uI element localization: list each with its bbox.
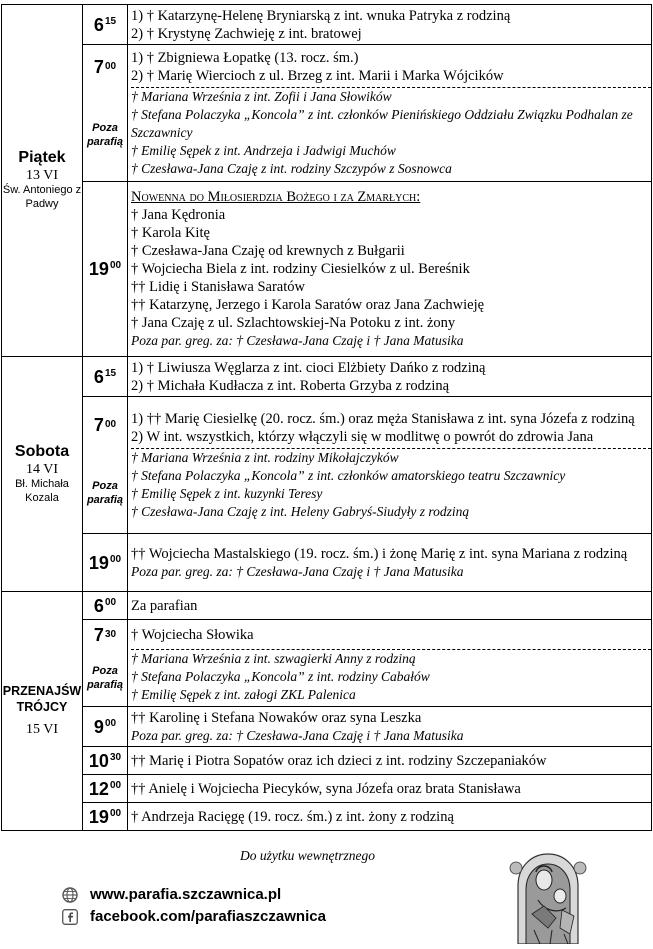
intention-line: †† Katarzynę, Jerzego i Karola Saratów oraz Jana Zachwieję (131, 297, 485, 313)
day-name: Piątek (18, 149, 66, 167)
intention-line: † Czesława-Jana Czaję od krewnych z Bułgarii (131, 243, 405, 259)
intention-line: 1) † Katarzynę-Helenę Bryniarską z int. wnuka Patryka z rodziną (131, 7, 511, 24)
poza-line: Poza par. greg. za: † Czesława-Jana Czaję i † Jana Matusika (131, 563, 464, 579)
intention-line: 1) † Liwiusza Węglarza z int. cioci Elżbiety Dańko z rodziną (131, 359, 486, 376)
mass-intentions (128, 397, 652, 534)
day-date: 13 VI (25, 168, 59, 184)
intention-line: † Andrzeja Racięgę (19. rocz. śm.) z int. żony z rodziną (131, 808, 454, 825)
day-patron: Bł. Michała Kozala (15, 477, 69, 504)
mass-time: $9^{00}$ (83, 707, 128, 747)
mass-intentions (128, 707, 652, 747)
mass-time: $19^{00}$ (83, 182, 128, 357)
mass-intentions (128, 803, 652, 831)
day-cell-friday (2, 5, 83, 357)
facebook-link[interactable] (62, 908, 326, 925)
website-url: www.parafia.szczawnica.pl (90, 886, 282, 903)
globe-icon (62, 887, 78, 903)
poza-line: † Stefana Polaczyka „Koncola” z int. członków Pienińskiego Oddziału Związku Podhalan ze Szczawnicy (131, 106, 633, 140)
poza-parafia-label: Poza parafią (86, 479, 124, 506)
poza-line: † Mariana Września z int. rodziny Mikołajczyków (131, 449, 399, 465)
poza-line: † Czesława-Jana Czaję z int. rodziny Szczypów z Sosnowca (131, 160, 452, 176)
poza-line: † Mariana Września z int. Zofii i Jana Słowików (131, 88, 392, 104)
facebook-icon (62, 909, 78, 925)
mass-time: $6^{15}$ (83, 357, 128, 397)
mass-intentions (128, 747, 652, 775)
mass-intentions (128, 357, 652, 397)
mass-intentions (128, 775, 652, 803)
poza-line: † Czesława-Jana Czaję z int. Heleny Gabryś-Siudyły z rodziną (131, 503, 470, 519)
intention-line: †† Karolinę i Stefana Nowaków oraz syna Leszka (131, 709, 422, 726)
poza-line: † Stefana Polaczyka „Koncola” z int. członków amatorskiego teatru Szczawnicy (131, 467, 566, 483)
mass-intentions (128, 182, 652, 357)
intention-line: †† Anielę i Wojciecha Piecyków, syna Józefa oraz brata Stanisława (131, 780, 521, 797)
intention-line: 2) † Marię Wiercioch z ul. Brzeg z int. Marii i Marka Wójcików (131, 67, 504, 84)
day-date: 15 VI (25, 721, 59, 737)
intention-line: † Karola Kitę (131, 225, 210, 241)
poza-line: † Emilię Sępek z int. Andrzeja i Jadwigi Muchów (131, 142, 396, 158)
novena-heading: Nowenna do Miłosierdzia Bożego i za Zmarłych: (131, 189, 421, 205)
mass-intentions (128, 534, 652, 592)
mass-time: $6^{15}$ (83, 5, 128, 45)
mass-intentions (128, 592, 652, 620)
intention-line: †† Marię i Piotra Sopatów oraz ich dzieci z int. rodziny Szczepaniaków (131, 752, 547, 769)
poza-parafia-label: Poza parafią (86, 664, 124, 691)
mass-schedule (1, 4, 652, 831)
poza-line: Poza par. greg. za: † Czesława-Jana Czaję i † Jana Matusika (131, 333, 464, 348)
mass-time: $10^{30}$ (83, 747, 128, 775)
mass-time: 7 00 Poza parafią (83, 45, 128, 182)
mass-time: 7 30 Poza parafią (83, 620, 128, 707)
mass-time: $6^{00}$ (83, 592, 128, 620)
mass-time: 7 00 Poza parafią (83, 397, 128, 534)
intention-line: † Jana Czaję z ul. Szlachtowskiej-Na Potoku z int. żony (131, 315, 456, 331)
mass-intentions (128, 620, 652, 707)
day-name: Sobota (14, 442, 70, 460)
intention-line: 1) † Zbigniewa Łopatkę (13. rocz. śm.) (131, 49, 359, 66)
poza-line: † Mariana Września z int. szwagierki Anny z rodziną (131, 650, 416, 666)
poza-line: † Emilię Sępek z int. załogi ZKL Palenica (131, 686, 356, 702)
poza-parafia-list (131, 649, 651, 704)
intention-line: Za parafian (131, 597, 198, 614)
day-patron: Św. Antoniego z Padwy (2, 184, 82, 210)
day-name: PRZENAJŚW TRÓJCY (2, 684, 82, 714)
day-cell-saturday (2, 357, 83, 592)
intention-line: 2) † Michała Kudłacza z int. Roberta Grzyba z rodziną (131, 377, 450, 394)
day-cell-sunday (2, 592, 83, 831)
intention-line: 2) † Krystynę Zachwieję z int. bratowej (131, 25, 362, 42)
poza-line: † Emilię Sępek z int. kuzynki Teresy (131, 485, 323, 501)
schedule-table (1, 4, 652, 831)
mass-intentions (128, 45, 652, 182)
poza-line: † Stefana Polaczyka „Koncola” z int. rodziny Cabałów (131, 668, 430, 684)
intention-line: 2) W int. wszystkich, którzy włączyli się w modlitwę o powrót do zdrowia Jana (131, 428, 594, 445)
poza-parafia-list (131, 448, 651, 521)
facebook-url: facebook.com/parafiaszczawnica (90, 908, 326, 925)
internal-use-note: Do użytku wewnętrznego (240, 848, 375, 863)
footer (0, 838, 653, 946)
intention-line: †† Lidię i Stanisława Saratów (131, 279, 305, 295)
intention-line: † Jana Kędronia (131, 207, 226, 223)
intention-line: † Wojciecha Biela z int. rodziny Ciesielków z ul. Bereśnik (131, 261, 470, 277)
intention-line: 1) †† Marię Ciesielkę (20. rocz. śm.) oraz męża Stanisława z int. syna Józefa z rodziną (131, 410, 635, 427)
poza-line: Poza par. greg. za: † Czesława-Jana Czaję i † Jana Matusika (131, 727, 464, 743)
mass-time: $19^{00}$ (83, 534, 128, 592)
mass-time: $19^{00}$ (83, 803, 128, 831)
day-date: 14 VI (25, 461, 59, 477)
mass-intentions (128, 5, 652, 45)
intention-line: † Wojciecha Słowika (131, 626, 254, 643)
religious-icon-image (504, 844, 592, 944)
intention-line: †† Wojciecha Mastalskiego (19. rocz. śm.) i żonę Marię z int. syna Mariana z rodziną (131, 545, 628, 562)
poza-parafia-list (131, 87, 651, 178)
mass-time: $12^{00}$ (83, 775, 128, 803)
poza-parafia-label: Poza parafią (86, 121, 124, 148)
website-link[interactable] (62, 886, 281, 903)
